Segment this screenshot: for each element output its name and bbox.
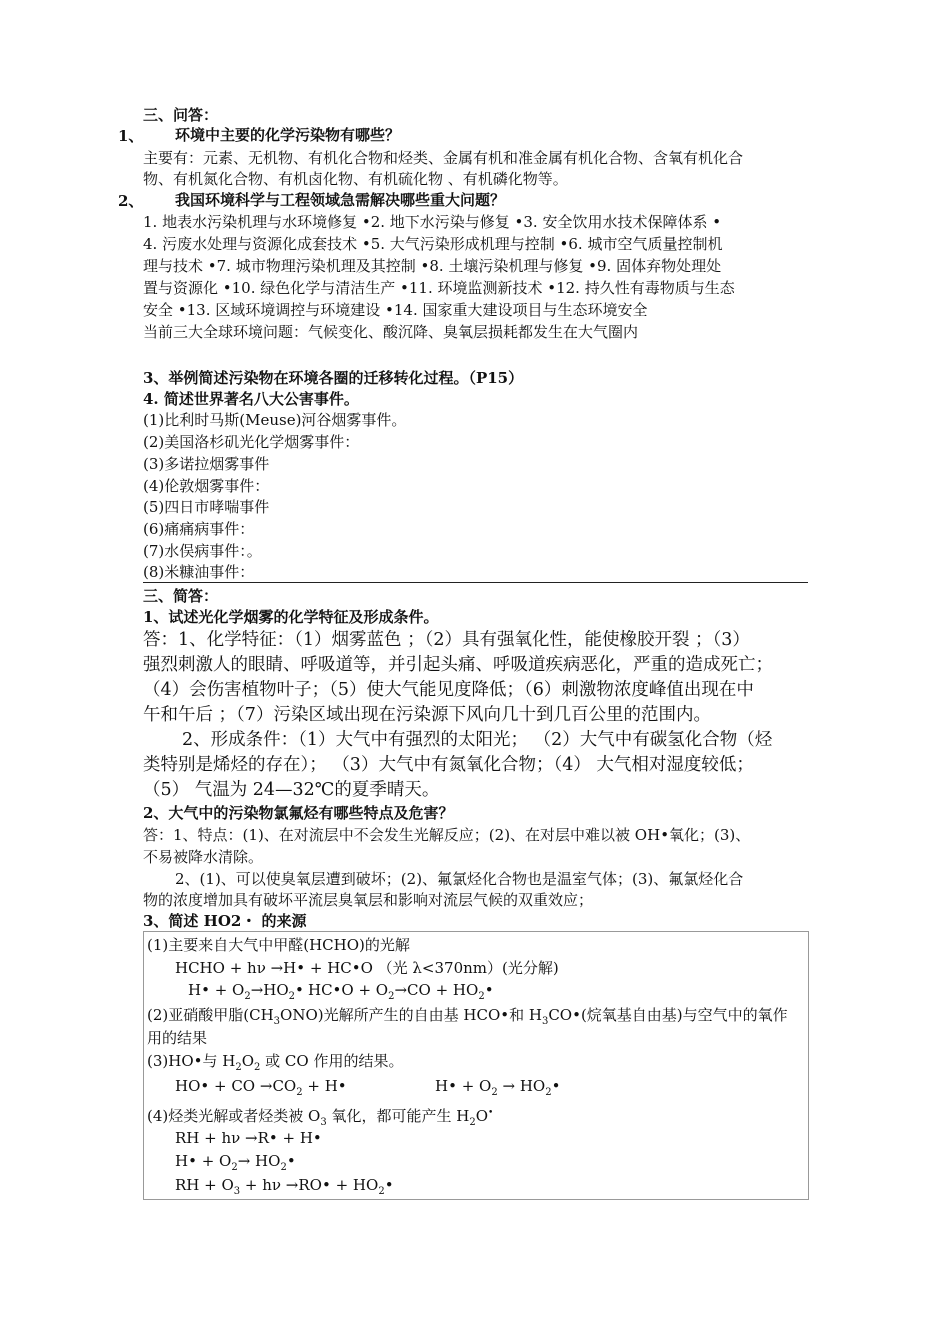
q2-question: 我国环境科学与工程领域急需解决哪些重大问题？	[175, 191, 506, 209]
q3-question: 3、举例简述污染物在环境各圈的迁移转化过程。（P15）	[143, 369, 524, 387]
q4-list-item: (1)比利时马斯(Meuse)河谷烟雾事件。	[143, 411, 407, 429]
section-qa-title: 三、问答：	[143, 106, 219, 124]
ho2-equation: H• + $O_2\to HO_2•$	[188, 981, 304, 1002]
q2-answer-line: 安全 •13. 区域环境调控与环境建设 •14. 国家重大建设项目与生态环境安全	[143, 301, 648, 319]
section-divider	[143, 582, 808, 583]
short-q1-answer-line: 2、形成条件：（1）大气中有强烈的太阳光； （2）大气中有碳氢化合物（烃	[182, 730, 773, 750]
ho2-equation: HC•O + $O_2\to CO$ + $HO_2•$	[308, 981, 494, 1002]
short-q1-answer-line: （4）会伤害植物叶子；（5）使大气能见度降低；（6）刺激物浓度峰值出现在中	[143, 680, 754, 700]
q4-question: 4. 简述世界著名八大公害事件。	[143, 390, 359, 408]
ho2-source-2-cont: 用的结果	[147, 1029, 208, 1047]
ho2-source-2: (2)亚硝酸甲脂$(CH_3ONO)$光解所产生的自由基 HCO•和 $H_3CO•$(烷氧基自由基)与空气中的氧作	[147, 1006, 788, 1027]
q2-answer-line: 当前三大全球环境问题：气候变化、酸沉降、臭氧层损耗都发生在大气圈内	[143, 323, 639, 341]
ho2-equation: H• + $O_2\to$ $HO_2•$	[175, 1152, 296, 1173]
short-q2-answer-line: 2、(1)、可以使臭氧层遭到破坏；(2)、氟氯烃化合物也是温室气体；(3)、氟氯烃化合	[175, 870, 744, 888]
section-short-title: 三、简答：	[143, 587, 219, 605]
ho2-equation: RH + $O_3 + h\nu$ →RO• + $HO_2•$	[175, 1176, 394, 1197]
q4-list-item: (5)四日市哮喘事件	[143, 498, 270, 516]
short-q2-answer-line: 物的浓度增加具有破坏平流层臭氧层和影响对流层气候的双重效应；	[143, 891, 594, 909]
q4-list-item: (4)伦敦烟雾事件：	[143, 477, 270, 495]
ho2-source-4: (4)烃类光解或者烃类被 $O_3$ 氧化，都可能产生 $H_2O^•$	[147, 1107, 494, 1128]
q2-answer-line: 理与技术 •7. 城市物理污染机理及其控制 •8. 土壤污染机理与修复 •9. 固体弃物处理处	[143, 257, 722, 275]
q2-answer-line: 1. 地表水污染机理与水环境修复 •2. 地下水污染与修复 •3. 安全饮用水技术保障体系 •	[143, 213, 722, 231]
short-q2-title: 2、大气中的污染物氯氟烃有哪些特点及危害？	[143, 804, 454, 822]
short-q1-answer-line: 强烈刺激人的眼睛、呼吸道等，并引起头痛、呼吸道疾病恶化，严重的造成死亡；	[143, 655, 773, 675]
q1-answer-line: 主要有：元素、无机物、有机化合物和烃类、金属有机和准金属有机化合物、含氧有机化合	[143, 149, 744, 167]
short-q1-answer-line: 答：1、化学特征：（1）烟雾蓝色 ；（2）具有强氧化性，能使橡胶开裂 ；（3）	[143, 630, 750, 650]
ho2-equation: H• + $O_2$ → $HO_2•$	[435, 1077, 561, 1098]
ho2-equation: RH + hν →R• + H•	[175, 1129, 322, 1147]
short-q1-answer-line: 午和午后 ；（7）污染区域出现在污染源下风向几十到几百公里的范围内。	[143, 705, 711, 725]
short-q1-answer-line: 类特别是烯烃的存在）； （3）大气中有氮氧化合物；（4） 大气相对湿度较低；	[143, 755, 754, 775]
ho2-equation: HO• + CO $\to CO_2$ + H•	[175, 1077, 347, 1098]
q4-list-item: (3)多诺拉烟雾事件	[143, 455, 270, 473]
q2-answer-line: 置与资源化 •10. 绿色化学与清洁生产 •11. 环境监测新技术 •12. 持久性有毒物质与生态	[143, 279, 735, 297]
ho2-source-1: (1)主要来自大气中甲醛(HCHO)的光解	[147, 936, 410, 954]
q4-list-item: (2)美国洛杉矶光化学烟雾事件：	[143, 433, 360, 451]
ho2-equation: HCHO + hν →H• + HC•O （光 λ<370nm）(光分解)	[175, 959, 559, 977]
q4-list-item: (6)痛痛病事件：	[143, 520, 255, 538]
ho2-source-3: (3)HO•与 $H_2O_2$ 或 CO 作用的结果。	[147, 1052, 404, 1073]
short-q1-title: 1、试述光化学烟雾的化学特征及形成条件。	[143, 608, 439, 626]
q4-list-item: (7)水俣病事件：。	[143, 542, 262, 560]
q1-number: 1、	[118, 127, 144, 145]
q1-question: 环境中主要的化学污染物有哪些？	[175, 126, 401, 144]
q2-answer-line: 4. 污废水处理与资源化成套技术 •5. 大气污染形成机理与控制 •6. 城市空气质量控制机	[143, 235, 723, 253]
short-q2-answer-line: 答：1、特点：(1)、在对流层中不会发生光解反应；(2)、在对层中难以被 OH•氧化；(3)、	[143, 826, 751, 844]
short-q3-title: 3、简述 HO2・ 的来源	[143, 912, 307, 930]
q2-number: 2、	[118, 192, 144, 210]
short-q2-answer-line: 不易被降水清除。	[143, 848, 264, 866]
q4-list-item: (8)米糠油事件：	[143, 563, 255, 581]
short-q1-answer-line: （5） 气温为 24—32℃的夏季晴天。	[143, 780, 440, 800]
q1-answer-line: 物、有机氮化合物、有机卤化物、有机硫化物 、有机磷化物等。	[143, 170, 568, 188]
